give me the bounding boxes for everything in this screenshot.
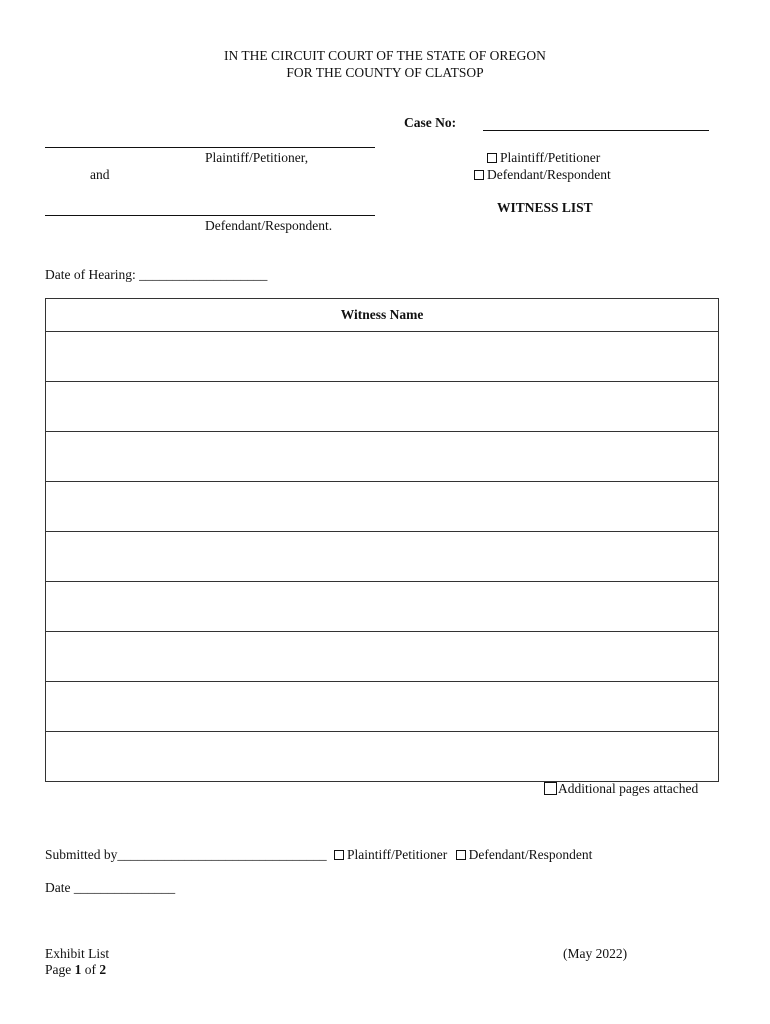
defendant-name-field[interactable] (45, 215, 375, 216)
checkbox-icon[interactable] (456, 850, 466, 860)
witness-name-cell[interactable] (46, 582, 719, 632)
caption-option-defendant[interactable]: Defendant/Respondent (474, 167, 611, 183)
checkbox-icon[interactable] (544, 782, 557, 795)
submission-date-label: Date (45, 880, 71, 895)
submitted-by-label: Submitted by (45, 847, 118, 862)
witness-name-cell[interactable] (46, 482, 719, 532)
table-row (46, 582, 719, 632)
checkbox-icon[interactable] (474, 170, 484, 180)
table-row (46, 432, 719, 482)
witness-name-cell[interactable] (46, 632, 719, 682)
submitted-option-plaintiff[interactable]: Plaintiff/Petitioner (334, 847, 447, 862)
checkbox-icon[interactable] (487, 153, 497, 163)
hearing-date-label: Date of Hearing: (45, 267, 136, 282)
footer-page-number: Page 1 of 2 (45, 962, 107, 977)
submission-date-row (45, 880, 175, 896)
plaintiff-name-field[interactable] (45, 147, 375, 148)
witness-name-cell[interactable] (46, 432, 719, 482)
case-no-label: Case No: (404, 115, 457, 130)
table-row (46, 682, 719, 732)
hearing-date-row (45, 267, 267, 283)
table-row (46, 482, 719, 532)
table-row (46, 632, 719, 682)
table-row (46, 382, 719, 432)
witness-name-cell[interactable] (46, 332, 719, 382)
witness-table (45, 298, 719, 782)
witness-name-cell[interactable] (46, 382, 719, 432)
witness-name-cell[interactable] (46, 732, 719, 782)
witness-name-header: Witness Name (46, 299, 719, 332)
county-name: FOR THE COUNTY OF CLATSOP (286, 65, 484, 80)
submitted-by-field[interactable]: _______________________________ (117, 847, 327, 862)
submission-date-field[interactable]: _______________ (73, 880, 176, 895)
checkbox-icon[interactable] (334, 850, 344, 860)
caption-option-plaintiff[interactable]: Plaintiff/Petitioner (487, 150, 600, 166)
additional-pages-option[interactable]: Additional pages attached (544, 781, 698, 797)
witness-name-cell[interactable] (46, 532, 719, 582)
table-row (46, 532, 719, 582)
table-row (46, 732, 719, 782)
court-name: IN THE CIRCUIT COURT OF THE STATE OF OREGON (224, 48, 546, 63)
table-row (46, 332, 719, 382)
submitted-by-row (45, 847, 592, 863)
defendant-label: Defendant/Respondent. (205, 218, 333, 233)
document-title: WITNESS LIST (497, 200, 593, 215)
submitted-option-defendant[interactable]: Defendant/Respondent (456, 847, 593, 862)
and-label: and (90, 167, 110, 182)
case-no-field[interactable] (483, 130, 709, 131)
footer-form-name: Exhibit List (45, 946, 110, 961)
witness-name-cell[interactable] (46, 682, 719, 732)
hearing-date-field[interactable]: ___________________ (139, 267, 268, 282)
footer-revision-date: (May 2022) (563, 946, 628, 961)
plaintiff-label: Plaintiff/Petitioner, (205, 150, 309, 165)
